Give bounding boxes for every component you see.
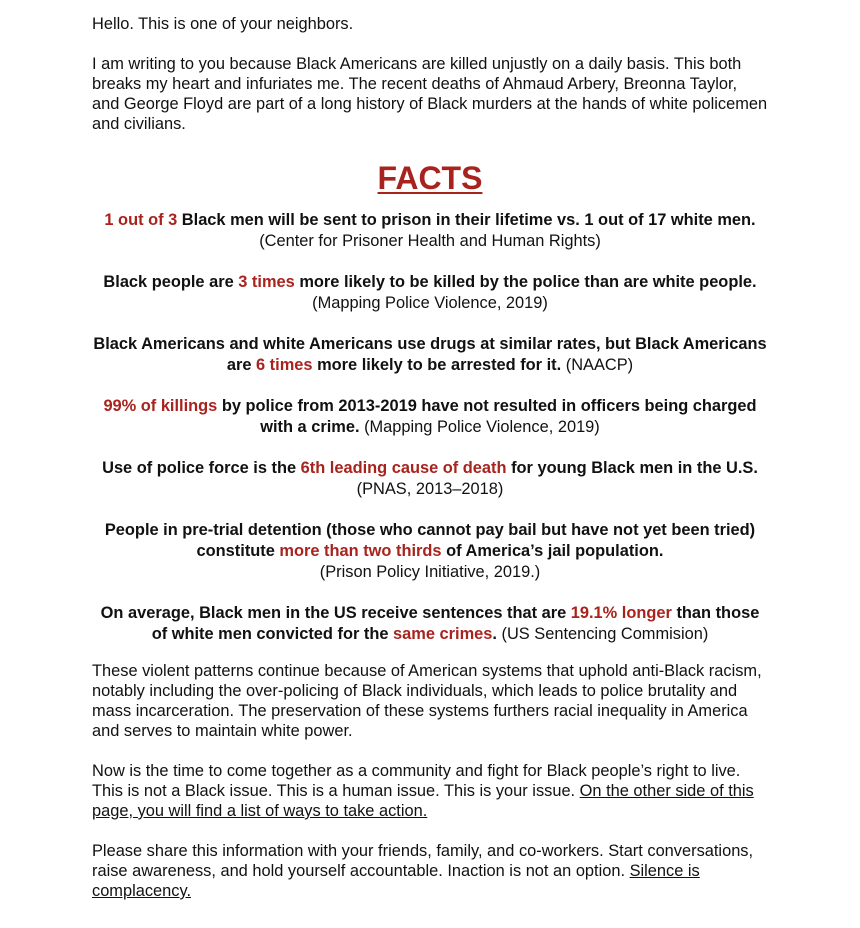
fact-statement: of America’s jail population. (441, 542, 664, 560)
fact-cause-of-death (92, 458, 768, 500)
fact-drug-arrests (92, 334, 768, 376)
fact-sentencing (92, 603, 768, 645)
silence-link: Silence is complacency. (92, 862, 700, 900)
fact-statement: . (492, 625, 497, 643)
fact-statement: Use of police force is the (102, 459, 301, 477)
fact-source: (NAACP) (561, 356, 634, 374)
fact-statement: People in pre-trial detention (those who cannot pay bail but have not yet been tried) constitute (104, 521, 756, 560)
fact-source: (Mapping Police Violence, 2019) (312, 294, 548, 312)
fact-killings-unpunished (92, 396, 768, 438)
share-paragraph (92, 841, 768, 901)
fact-highlight: 3 times (238, 273, 295, 291)
fact-statement: by police from 2013-2019 have not resulted in officers being charged with a crime. (217, 397, 757, 436)
fact-pretrial-detention (92, 520, 768, 583)
fact-statement: than those of white men convicted for the (151, 604, 760, 643)
fact-source: (Mapping Police Violence, 2019) (359, 418, 600, 436)
systems-paragraph: These violent patterns continue because of American systems that uphold anti-Black racism, notably including the over-policing of Black individuals, which leads to police brutality and mass incarceration. The preservation of these systems furthers racial inequality in America and serves to maintain white power. (92, 662, 762, 740)
fact-highlight: more than two thirds (279, 542, 442, 560)
share-text: Please share this information with your friends, family, and co-workers. Start conversations, raise awareness, and hold yourself accountable. Inaction is not an option. (92, 842, 754, 880)
fact-source: (Prison Policy Initiative, 2019.) (319, 563, 541, 581)
fact-highlight: 19.1% longer (570, 604, 672, 622)
fact-highlight: 6 times (256, 356, 313, 374)
fact-statement: Black men will be sent to prison in their lifetime vs. 1 out of 17 white men. (177, 211, 756, 229)
fact-statement: Black people are (103, 273, 239, 291)
fact-highlight: 1 out of 3 (104, 211, 178, 229)
community-text: Now is the time to come together as a community and fight for Black people’s right to live. This is not a Black issue. This is a human issue. This is your issue. (92, 762, 741, 800)
fact-highlight: 6th leading cause of death (300, 459, 507, 477)
fact-source: (Center for Prisoner Health and Human Rights) (259, 232, 601, 250)
take-action-link: On the other side of this page, you will find a list of ways to take action. (92, 782, 754, 820)
fact-statement: more likely to be arrested for it. (312, 356, 562, 374)
community-paragraph (92, 761, 768, 821)
fact-highlight: same crimes (393, 625, 493, 643)
fact-prison (92, 210, 768, 252)
intro-paragraph: I am writing to you because Black Americans are killed unjustly on a daily basis. This both breaks my heart and infuriates me. The recent deaths of Ahmaud Arbery, Breonna Taylor, and George Floyd are part of a long history of Black murders at the hands of white policemen and civilians. (92, 55, 768, 133)
fact-statement: more likely to be killed by the police than are white people. (294, 273, 757, 291)
fact-source: (PNAS, 2013–2018) (356, 480, 504, 498)
fact-statement: On average, Black men in the US receive sentences that are (100, 604, 571, 622)
facts-heading: FACTS (377, 160, 483, 196)
fact-statement: for young Black men in the U.S. (506, 459, 758, 477)
fact-statement: Black Americans and white Americans use drugs at similar rates, but Black Americans are (93, 335, 767, 374)
greeting: Hello. This is one of your neighbors. (92, 15, 354, 33)
fact-killed-by-police (92, 272, 768, 314)
fact-highlight: 99% of killings (103, 397, 218, 415)
fact-source: (US Sentencing Commision) (496, 625, 709, 643)
